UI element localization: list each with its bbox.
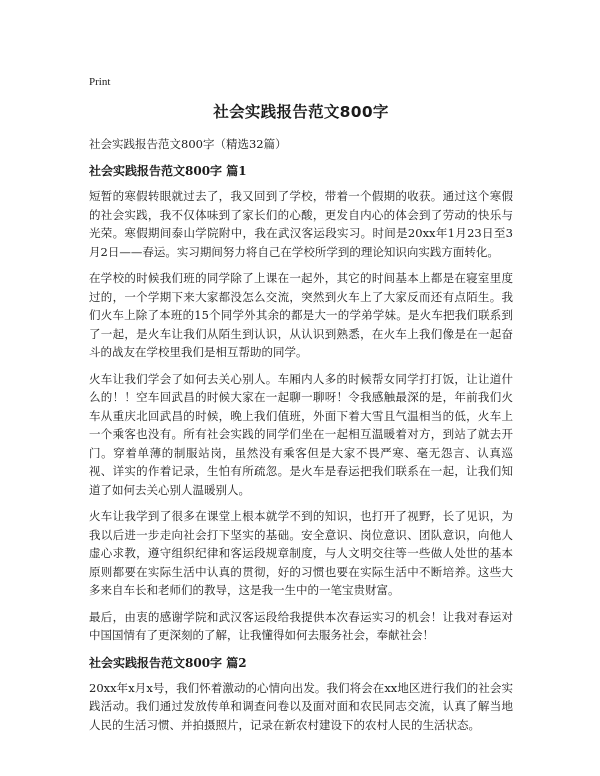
section-heading-2: 社会实践报告范文800字 篇2 bbox=[89, 655, 247, 670]
section-1-paragraph-2: 在学校的时候我们班的同学除了上课在一起外，其它的时间基本上都是在寝室里度过的，一个学期下来大家都没怎么交流，突然到火车上了大家反而还有点陌生。我们火车上除了本班的15个同学外其余的都是大一的学弟学妹。是火车把我们联系到了一起，是火车让我们从陌生到认识，从认识到熟悉，在火车上我们像是在一起奋斗的战友在学校里我们是相互帮助的同学。 bbox=[89, 271, 513, 359]
section-heading-1: 社会实践报告范文800字 篇1 bbox=[89, 164, 247, 178]
document-subtitle: 社会实践报告范文800字（精选32篇） bbox=[89, 137, 287, 151]
section-1-paragraph-4: 火车让我学到了很多在课堂上根本就学不到的知识，也打开了视野，长了见识，为我以后进一步走向社会打下坚实的基础。安全意识、岗位意识、团队意识，向他人虚心求教，遵守组织纪律和客运段规章制度，与人文明交往等一些做人处世的基本原则都要在实际生活中认真的贯彻，好的习惯也要在实际生活中不断培养。这些大多来自车长和老师们的教导，这是我一生中的一笔宝贵财富。 bbox=[89, 509, 513, 597]
document-title: 社会实践报告范文800字 bbox=[213, 103, 389, 121]
print-link[interactable]: Print bbox=[89, 76, 111, 88]
section-1-paragraph-5: 最后，由衷的感谢学院和武汉客运段给我提供本次春运实习的机会！让我对春运对中国国情有了更深刻的了解，让我懂得如何去服务社会，奉献社会！ bbox=[89, 609, 513, 642]
section-1-paragraph-3: 火车让我们学会了如何去关心别人。车厢内人多的时候帮女同学打打饭，让让道什么的！！空车回武昌的时候大家在一起聊一聊呀！令我感触最深的是，年前我们火车从重庆北回武昌的时候，晚上我们值班，外面下着大雪且气温相当的低，火车上一个乘客也没有。所有社会实践的同学们坐在一起相互温暖着对方，到站了就去开门。穿着单薄的制服站岗，虽然没有乘客但是大家不畏严寒、毫无怨言、认真巡视、详实的作着记录，生怕有所疏忽。是火车是春运把我们联系在一起，让我们知道了如何去关心别人温暖别人。 bbox=[89, 371, 513, 497]
section-2-paragraph-1: 20xx年x月x号，我们怀着激动的心情向出发。我们将会在xx地区进行我们的社会实践活动。我们通过发放传单和调查问卷以及面对面和农民同志交流，认真了解当地人民的生活习惯、并拍摄照片，记录在新农村建设下的农村人民的生活状态。 bbox=[89, 680, 513, 732]
section-1-paragraph-1: 短暂的寒假转眼就过去了，我又回到了学校，带着一个假期的收获。通过这个寒假的社会实践，我不仅体味到了家长们的心酸，更发自内心的体会到了劳动的快乐与光荣。寒假期间泰山学院附中，我在武汉客运段实习。时间是20xx年1月23日至3月2日——春运。实习期间努力将自己在学校所学到的理论知识向实践方面转化。 bbox=[89, 189, 513, 259]
